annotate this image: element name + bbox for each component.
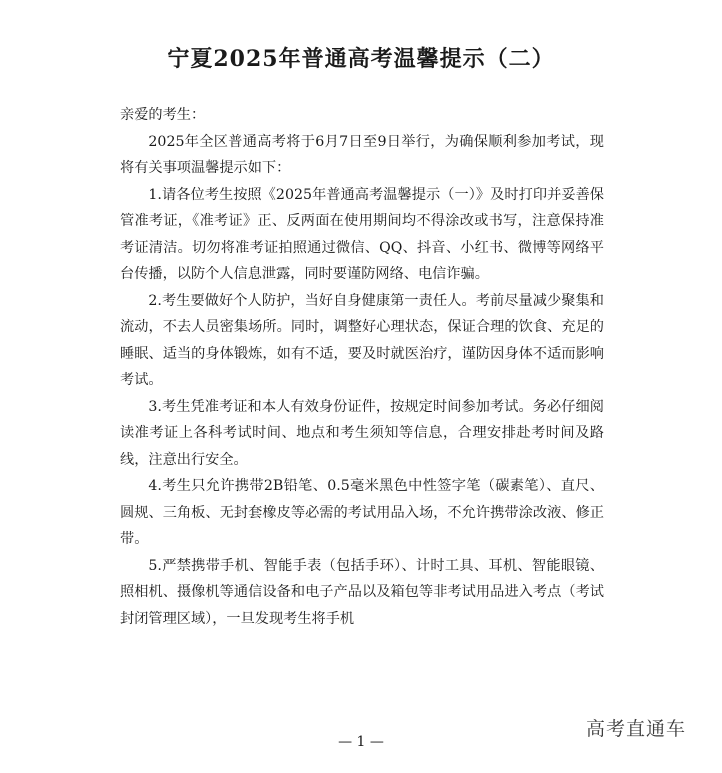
notice-item-1: 1.请各位考生按照《2025年普通高考温馨提示（一）》及时打印并妥善保管准考证，《准考证》正、反两面在使用期间均不得涂改或书写，注意保持准考证清洁。切勿将准考证拍照通过微信、QQ、抖音、小红书、微博等网络平台传播，以防个人信息泄露，同时要谨防网络、电信诈骗。 [120,186,604,282]
notice-item-2: 2.考生要做好个人防护，当好自身健康第一责任人。考前尽量减少聚集和流动，不去人员密集场所。同时，调整好心理状态，保证合理的饮食、充足的睡眠、适当的身体锻炼，如有不适，要及时就医治疗，谨防因身体不适而影响考试。 [120,292,604,388]
notice-item-5: 5.严禁携带手机、智能手表（包括手环）、计时工具、耳机、智能眼镜、照相机、摄像机等通信设备和电子产品以及箱包等非考试用品进入考点（考试封闭管理区域），一旦发现考生将手机 [120,557,604,627]
intro-paragraph: 2025年全区普通高考将于6月7日至9日举行，为确保顺利参加考试，现将有关事项温馨提示如下： [120,133,604,176]
notice-item-4: 4.考生只允许携带2B铅笔、0.5毫米黑色中性签字笔（碳素笔）、直尺、圆规、三角板、无封套橡皮等必需的考试用品入场，不允许携带涂改液、修正带。 [120,478,604,547]
document-body [120,102,604,632]
greeting: 亲爱的考生： [120,107,206,123]
document-title: 宁夏2025年普通高考温馨提示（二） [167,46,555,72]
watermark-logo: 高考直通车 [585,718,686,740]
notice-item-3: 3.考生凭准考证和本人有效身份证件，按规定时间参加考试。务必仔细阅读准考证上各科考试时间、地点和考生须知等信息，合理安排赴考时间及路线，注意出行安全。 [120,398,604,468]
page-number: — 1 — [338,734,384,750]
